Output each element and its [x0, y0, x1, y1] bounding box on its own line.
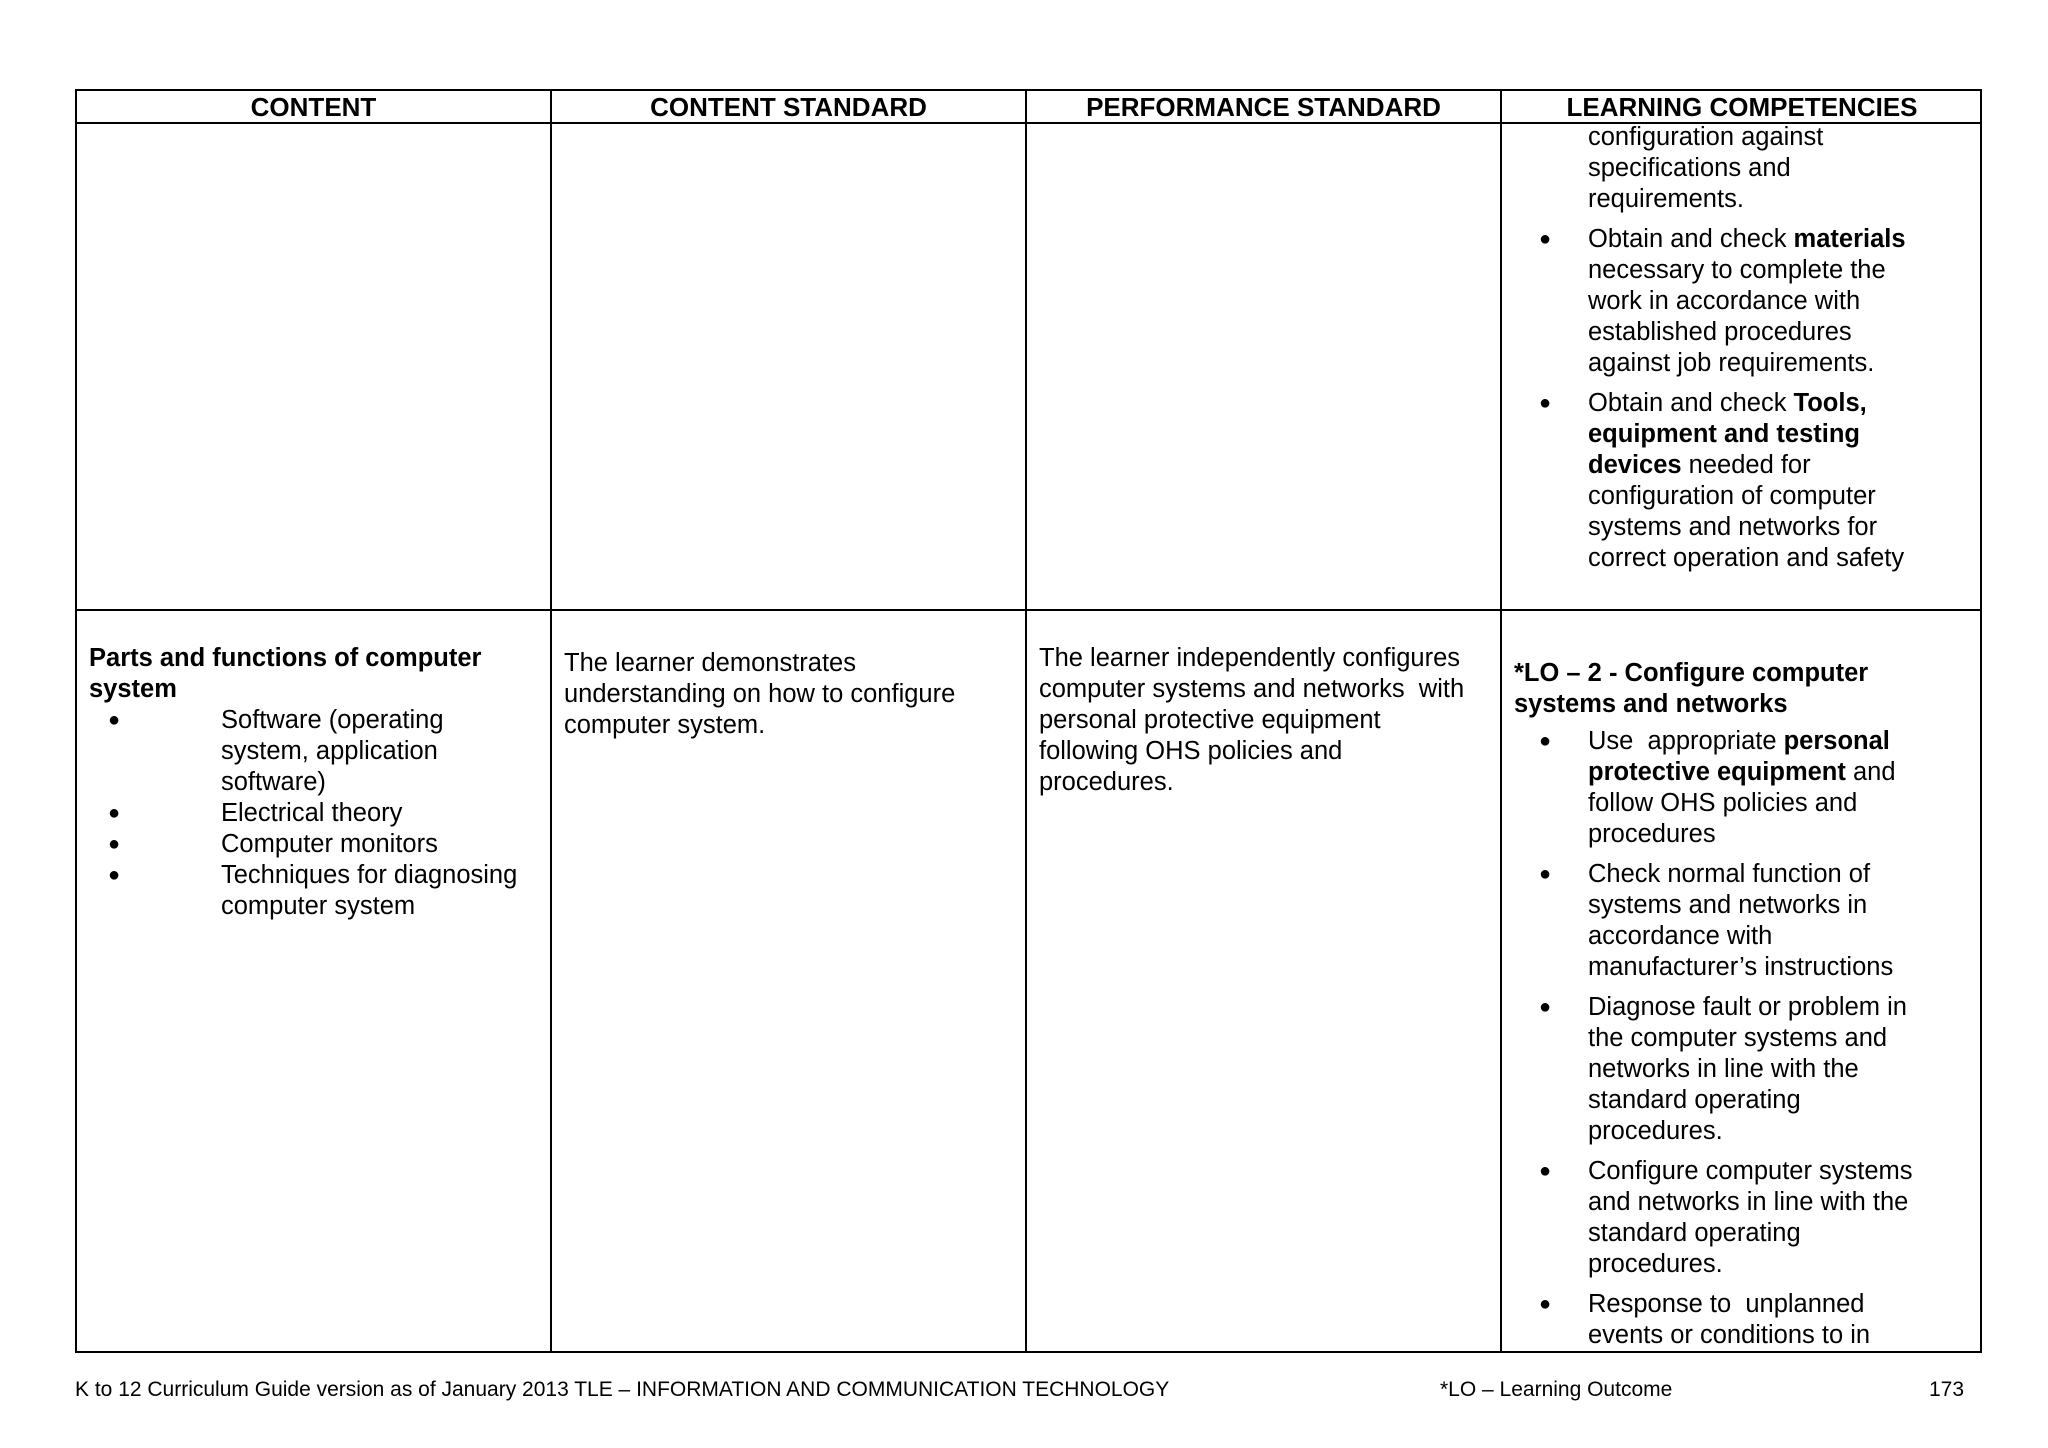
- text-line: against job requirements.: [1588, 349, 1875, 377]
- text-line: work in accordance with: [1588, 287, 1861, 315]
- bold-run: devices: [1588, 451, 1682, 479]
- text-line: Configure computer systems: [1588, 1157, 1913, 1185]
- lc-continuation: [1502, 122, 1974, 215]
- text-line: Parts and functions of computer: [89, 644, 482, 672]
- text-line: manufacturer’s instructions: [1588, 953, 1894, 981]
- text-line: systems and networks in: [1588, 891, 1868, 919]
- text-line: computer system: [221, 892, 416, 920]
- text-line: *LO – 2 - Configure computer: [1514, 659, 1869, 687]
- text-line: configuration against: [1588, 123, 1824, 151]
- column-divider: [550, 91, 552, 1351]
- text-line: events or conditions to in: [1588, 1321, 1871, 1349]
- text-line: Techniques for diagnosing: [221, 861, 518, 889]
- text-line: personal protective equipment: [1039, 706, 1381, 734]
- bullet-icon: ●: [107, 864, 121, 886]
- bullet-icon: ●: [107, 802, 121, 824]
- text-line: necessary to complete the: [1588, 256, 1886, 284]
- text-line: specifications and: [1588, 154, 1791, 182]
- list-item: [1502, 726, 1976, 850]
- row-divider: [77, 609, 1980, 611]
- footer-lo-legend: *LO – Learning Outcome: [1440, 1378, 1673, 1401]
- text-line: system, application: [221, 737, 438, 765]
- text-line: established procedures: [1588, 318, 1852, 346]
- text-line: computer system.: [564, 711, 766, 739]
- bullet-icon: ●: [107, 709, 121, 731]
- bold-run: materials: [1793, 225, 1906, 253]
- text-line: following OHS policies and: [1039, 737, 1343, 765]
- list-item: [107, 798, 547, 829]
- header-learning-competencies: LEARNING COMPETENCIES: [1566, 92, 1918, 122]
- bullet-icon: ●: [1538, 996, 1552, 1018]
- bullet-icon: ●: [1538, 1160, 1552, 1182]
- list-item: [107, 860, 547, 922]
- text-line: standard operating: [1588, 1219, 1801, 1247]
- bullet-icon: ●: [107, 833, 121, 855]
- row2-performance-standard: [1039, 643, 1497, 798]
- text-line: procedures.: [1588, 1250, 1723, 1278]
- row2-content: [89, 643, 547, 922]
- text-line: correct operation and safety: [1588, 544, 1905, 572]
- content-title: [89, 643, 547, 705]
- curriculum-table: [75, 89, 1982, 1353]
- text-run: needed for: [1681, 451, 1811, 479]
- column-divider: [1025, 91, 1027, 1351]
- text-line: configuration of computer: [1588, 482, 1876, 510]
- text-line: the computer systems and: [1588, 1024, 1888, 1052]
- footer-curriculum-guide: K to 12 Curriculum Guide version as of January 2013 TLE – INFORMATION AND COMMUNICATION TECHNOLOGY: [75, 1378, 1170, 1401]
- list-item: [1502, 1156, 1976, 1280]
- text-run: Obtain and check: [1588, 389, 1794, 417]
- bullet-icon: ●: [1538, 863, 1552, 885]
- list-item: [1502, 859, 1976, 983]
- text-line: standard operating: [1588, 1086, 1801, 1114]
- text-line: equipment and testing: [1588, 420, 1861, 448]
- list-item: [107, 705, 547, 798]
- list-item: [1502, 1289, 1976, 1351]
- lc-bullet-list: [1502, 726, 1976, 1351]
- bullet-icon: ●: [1538, 392, 1552, 414]
- bold-run: personal: [1783, 727, 1890, 755]
- text-line: Diagnose fault or problem in: [1588, 993, 1907, 1021]
- bold-run: Tools,: [1793, 389, 1867, 417]
- content-bullet-list: [107, 705, 547, 922]
- row1-learning-competencies: [1502, 122, 1974, 583]
- text-line: computer systems and networks with: [1039, 675, 1465, 703]
- text-line: systems and networks: [1514, 690, 1788, 718]
- text-line: follow OHS policies and: [1588, 789, 1858, 817]
- text-line: networks in line with the: [1588, 1055, 1859, 1083]
- text-line: Computer monitors: [221, 830, 438, 858]
- text-line: Response to unplanned: [1588, 1290, 1865, 1318]
- text-line: and networks in line with the: [1588, 1188, 1909, 1216]
- bullet-icon: ●: [1538, 730, 1552, 752]
- row2-content-standard: [564, 648, 1019, 741]
- text-line: procedures: [1588, 820, 1716, 848]
- text-run: and: [1845, 758, 1896, 786]
- header-content: CONTENT: [250, 92, 377, 122]
- bullet-icon: ●: [1538, 1293, 1552, 1315]
- text-line: Software (operating: [221, 706, 444, 734]
- text-line: systems and networks for: [1588, 513, 1878, 541]
- text-run: Use appropriate: [1588, 727, 1784, 755]
- text-line: Check normal function of: [1588, 860, 1871, 888]
- text-run: Obtain and check: [1588, 225, 1794, 253]
- row2-learning-competencies: [1514, 658, 1976, 1360]
- text-line: procedures.: [1039, 768, 1174, 796]
- text-line: procedures.: [1588, 1117, 1723, 1145]
- header-content-standard: CONTENT STANDARD: [650, 92, 927, 122]
- header-performance-standard: PERFORMANCE STANDARD: [1086, 92, 1441, 122]
- list-item: [1502, 224, 1974, 379]
- lc-bullet-list: [1502, 224, 1974, 574]
- list-item: [1502, 388, 1974, 574]
- list-item: [1502, 992, 1976, 1147]
- text-line: The learner demonstrates: [564, 649, 856, 677]
- text-line: accordance with: [1588, 922, 1773, 950]
- text-line: understanding on how to configure: [564, 680, 956, 708]
- lo-title: [1514, 658, 1976, 720]
- text-line: The learner independently configures: [1039, 644, 1461, 672]
- bullet-icon: ●: [1538, 228, 1552, 250]
- text-line: Electrical theory: [221, 799, 403, 827]
- list-item: [107, 829, 547, 860]
- text-line: requirements.: [1588, 185, 1744, 213]
- bold-run: protective equipment: [1588, 758, 1846, 786]
- text-line: system: [89, 675, 177, 703]
- text-line: software): [221, 768, 326, 796]
- page-number: 173: [1929, 1378, 1965, 1401]
